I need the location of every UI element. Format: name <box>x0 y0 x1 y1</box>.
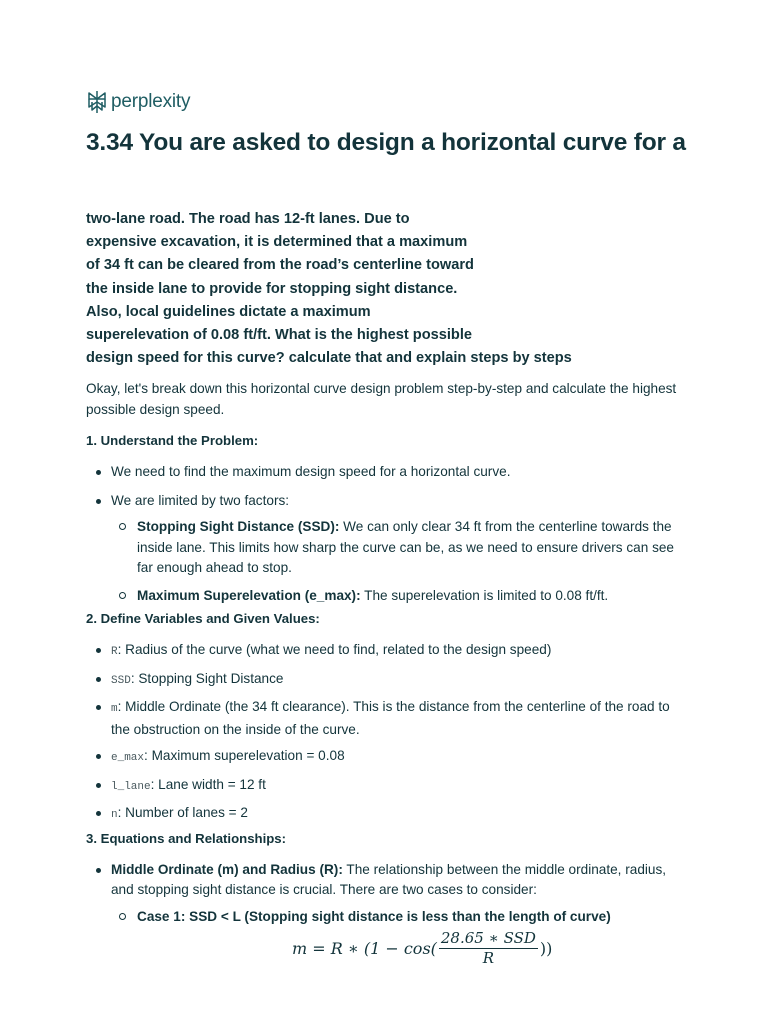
list-item <box>86 586 686 607</box>
formula <box>292 929 686 967</box>
list-item <box>86 860 686 901</box>
list-item <box>86 640 686 663</box>
list-item-text: We are limited by two factors: <box>111 492 290 508</box>
section1-list <box>86 462 686 606</box>
variable-code: n <box>111 809 118 821</box>
variable-code: l_lane <box>111 780 151 793</box>
list-item <box>86 669 686 692</box>
section-heading: 3. Equations and Relationships: <box>86 830 287 846</box>
list-item <box>86 803 686 826</box>
list-item-bold: Stopping Sight Distance (SSD): <box>137 519 340 534</box>
section3-list <box>86 860 686 928</box>
formula-numerator: 28.65 ∗ SSD <box>440 929 536 947</box>
list-item-text: : Radius of the curve (what we need to find, related to the design speed) <box>117 642 552 657</box>
section-heading: 1. Understand the Problem: <box>86 433 259 448</box>
formula-denominator: R <box>482 949 495 967</box>
list-item-bold: Maximum Superelevation (e_max): <box>137 587 361 603</box>
list-item-text: The superelevation is limited to 0.08 ft/ft. <box>360 587 609 603</box>
list-item <box>86 907 686 928</box>
answer-body <box>86 378 686 967</box>
list-item-text: : Middle Ordinate (the 34 ft clearance). This is the distance from the centerline of the road to the obstruction on the inside of the curve. <box>111 699 670 737</box>
variable-code: R <box>111 646 118 658</box>
query-line: of 34 ft can be cleared from the road’s centerline toward <box>86 257 474 274</box>
section-heading: 2. Define Variables and Given Values: <box>86 611 320 626</box>
list-item <box>86 517 686 579</box>
list-item-text: : Lane width = 12 ft <box>150 776 266 792</box>
query-line: design speed for this curve? calculate that and explain steps by steps <box>86 350 572 367</box>
query-line: the inside lane to provide for stopping sight distance. <box>86 280 458 297</box>
list-item <box>86 462 686 483</box>
query-line: superelevation of 0.08 ft/ft. What is the highest possible <box>86 327 472 344</box>
case-heading: Case 1: SSD < L (Stopping sight distance is less than the length of curve) <box>137 908 611 924</box>
formula-fraction <box>439 929 538 967</box>
list-item <box>86 775 686 798</box>
list-item <box>86 697 686 740</box>
variable-code: SSD <box>111 674 131 687</box>
list-item-text: We can only clear 34 ft from the centerline towards the inside lane. This limits how sharp the curve can be, as we need to ensure drivers can see far enough ahead to stop. <box>137 519 674 575</box>
list-item <box>86 746 686 769</box>
list-item-bold: Middle Ordinate (m) and Radius (R): <box>111 861 343 877</box>
list-item <box>86 491 686 512</box>
brand-name: perplexity <box>111 91 191 112</box>
middle-ordinate-formula <box>292 929 686 967</box>
perplexity-icon <box>86 90 108 114</box>
intro-paragraph: Okay, let's break down this horizontal curve design problem step-by-step and calculate the highest possible design speed. <box>86 381 677 417</box>
query-line: expensive excavation, it is determined that a maximum <box>86 234 468 251</box>
query-line: two-lane road. The road has 12-ft lanes. Due to <box>86 211 410 227</box>
variable-code: m <box>111 703 118 715</box>
formula-rhs: )) <box>539 938 553 958</box>
list-item-text: We need to find the maximum design speed for a horizontal curve. <box>111 464 511 479</box>
query-block <box>86 208 572 370</box>
list-item-text: The relationship between the middle ordinate, radius, and stopping sight distance is crucial. There are two cases to consider: <box>111 861 667 897</box>
formula-lhs: m = R ∗ (1 − cos( <box>292 938 437 958</box>
perplexity-logo[interactable] <box>86 90 190 114</box>
variable-code: e_max <box>111 752 145 764</box>
page-title: 3.34 You are asked to design a horizontal curve for a <box>86 129 686 156</box>
query-line: Also, local guidelines dictate a maximum <box>86 303 371 320</box>
list-item-text: : Stopping Sight Distance <box>130 670 284 686</box>
list-item-text: : Number of lanes = 2 <box>117 805 248 820</box>
list-item-text: : Maximum superelevation = 0.08 <box>144 748 345 763</box>
section2-list <box>86 640 686 826</box>
